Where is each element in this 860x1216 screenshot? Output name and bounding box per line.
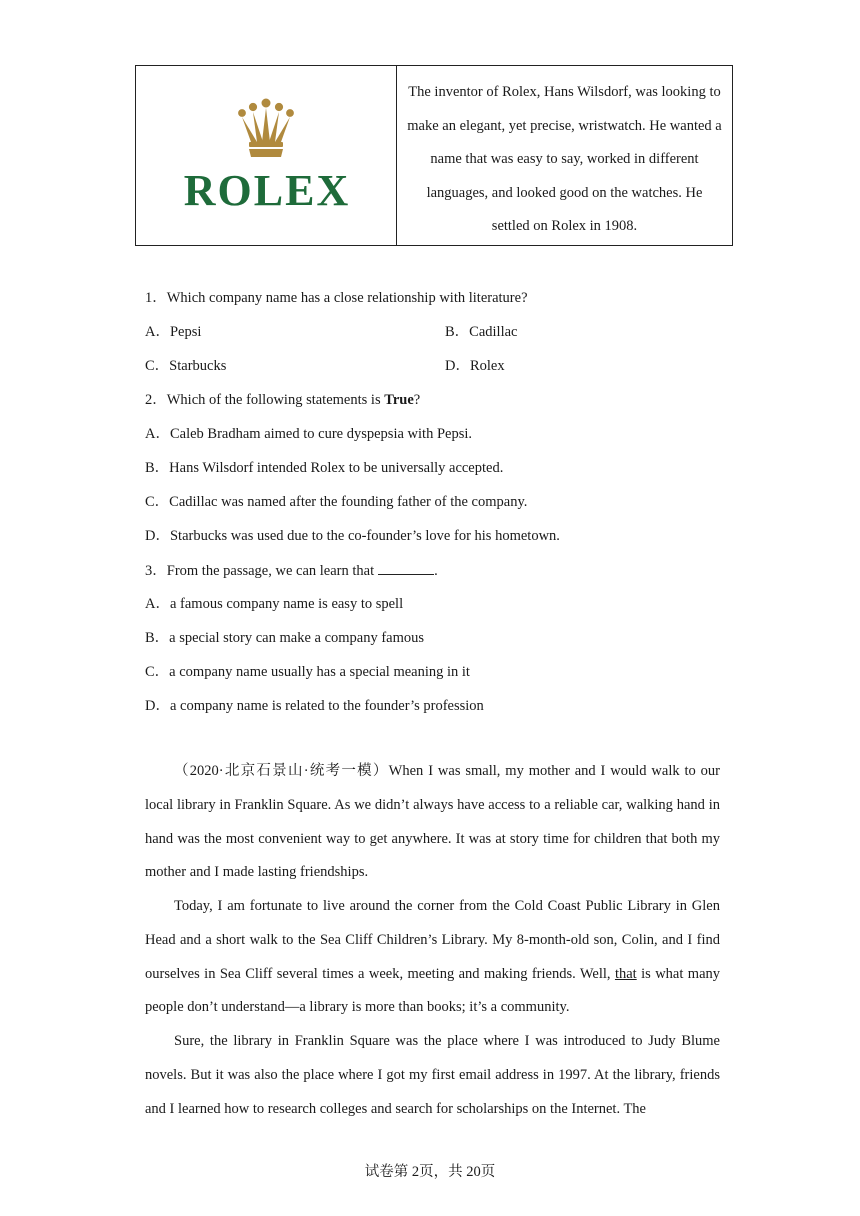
description-cell: The inventor of Rolex, Hans Wilsdorf, was looking to make an elegant, yet precise, wristwatch. He wanted a name that was easy to say, worked in different languages, and looked good on the watches. He settled on Rolex in 1908.: [407, 84, 722, 235]
passage-paragraph-1: （2020·北京石景山·统考一模）When I was small, my mother and I would walk to our local library in Franklin Square. As we didn’t always have access to a reliable car, walking hand in hand was the most convenient way to get anywhere. It was at story time for children that both my mother and I made lasting friendships.: [145, 763, 720, 881]
q2-option-b: B．Hans Wilsdorf intended Rolex to be universally accepted.: [145, 460, 504, 476]
question-2-stem: [145, 390, 420, 410]
question-3-stem: [145, 560, 438, 581]
q1-option-d: D．Rolex: [445, 358, 505, 374]
q3-option-d: D．a company name is related to the founder’s profession: [145, 698, 484, 714]
p2-text-after: is what many people don’t understand—a library is more than books; it’s a community.: [145, 965, 720, 1016]
q3-stem-text: 3．From the passage, we can learn that: [145, 563, 375, 579]
passage-paragraph-2: [145, 890, 720, 1025]
question-1-stem: 1．Which company name has a close relationship with literature?: [145, 290, 528, 306]
q3-option-a: A．a famous company name is easy to spell: [145, 596, 404, 612]
q2-option-a: A．Caleb Bradham aimed to cure dyspepsia with Pepsi.: [145, 426, 472, 442]
q1-option-b: B．Cadillac: [445, 324, 518, 340]
q2-option-d: D．Starbucks was used due to the co-founder’s love for his hometown.: [145, 528, 560, 544]
q2-stem-bold: True: [384, 392, 414, 408]
q3-stem-end: .: [434, 563, 438, 579]
q3-option-b: B．a special story can make a company famous: [145, 630, 425, 646]
page-footer: 试卷第 2页，共 20页: [364, 1164, 496, 1180]
q1-option-a: A．Pepsi: [145, 324, 202, 340]
passage-paragraph-3: Sure, the library in Franklin Square was the place where I was introduced to Judy Blume novels. But it was also the place where I got my first email address in 1997. At the library, friends and I learned how to research colleges and search for scholarships on the Internet. The: [145, 1033, 720, 1117]
rolex-wordmark: ROLEX: [183, 166, 351, 215]
p2-text-before: Today, I am fortunate to live around the corner from the Cold Coast Public Library in Glen Head and a short walk to the Sea Cliff Children’s Library. My 8-month-old son, Colin, and I find ourselves in Sea Cliff several times a week, meeting and making friends. Well,: [145, 898, 720, 982]
q3-option-c: C．a company name usually has a special meaning in it: [145, 664, 470, 680]
p2-underlined-word: that: [614, 965, 637, 982]
answer-blank: [378, 560, 434, 575]
q2-stem-end: ?: [413, 392, 421, 408]
crown-icon: [237, 98, 295, 158]
q1-option-c: C．Starbucks: [145, 358, 227, 374]
q2-option-c: C．Cadillac was named after the founding father of the company.: [145, 494, 528, 510]
q2-stem-text: 2．Which of the following statements is: [145, 392, 385, 408]
